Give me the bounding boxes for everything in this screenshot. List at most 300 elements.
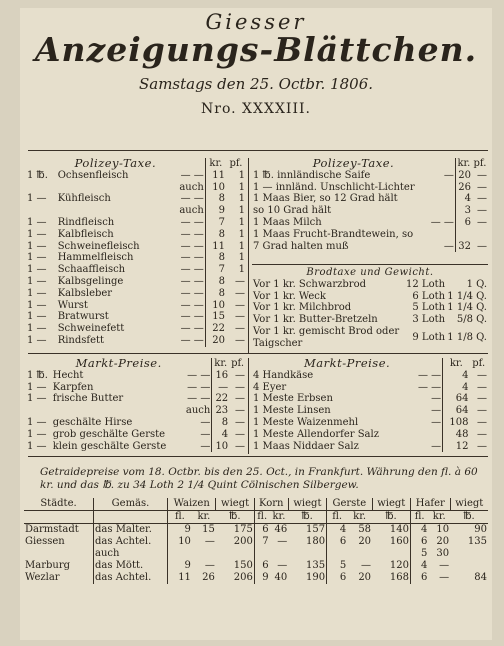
section-title: Markt-Preise.	[75, 356, 162, 370]
grain-value: 6	[254, 524, 269, 537]
dash	[428, 205, 456, 217]
price-pf: 1	[238, 264, 245, 276]
table-row	[26, 241, 246, 253]
item: Bratwurst	[57, 311, 109, 323]
subheader-row	[24, 511, 488, 524]
table-row	[26, 405, 246, 417]
grain-value: —	[361, 560, 372, 571]
unit-header: fl.	[327, 511, 348, 524]
masthead	[20, 10, 492, 117]
item: Kalbsgelinge	[57, 275, 124, 287]
price-pf: —	[477, 205, 487, 217]
grain-value: 20	[436, 536, 450, 547]
price-kr: 23	[212, 405, 229, 417]
price-pf: —	[477, 440, 487, 452]
divider	[28, 150, 488, 151]
dash: — —	[187, 393, 211, 405]
section-title: Polizey-Taxe.	[74, 156, 157, 170]
divider	[252, 264, 488, 265]
grain-value: 120	[389, 560, 409, 571]
price-pf: —	[477, 428, 487, 440]
price-kr: 8	[205, 229, 226, 241]
table-row	[252, 217, 488, 229]
city	[24, 548, 94, 560]
bread-weight: 5 Loth	[412, 302, 446, 314]
column-header: wiegt	[288, 498, 326, 511]
column-header: Korn	[254, 498, 288, 511]
table-row	[26, 441, 246, 453]
grain-value	[347, 548, 372, 560]
table-row	[252, 393, 488, 405]
price-kr: 10	[205, 182, 226, 194]
qty: 1 —	[27, 428, 47, 440]
price-kr: 7	[205, 217, 226, 229]
price-kr: 4	[443, 382, 470, 394]
masthead-title: Anzeigungs-Blättchen.	[34, 30, 478, 69]
table-row	[26, 382, 246, 394]
dash: auch	[179, 181, 204, 193]
table-row	[24, 524, 488, 537]
dash	[428, 229, 456, 241]
dash: — —	[180, 287, 204, 299]
bread-weight: 6 Loth	[412, 290, 446, 302]
bread-item: Vor 1 kr. Schwarzbrod	[253, 278, 366, 290]
grain-value	[167, 548, 191, 560]
divider	[28, 353, 488, 354]
grain-value: —	[204, 536, 215, 547]
unit-header: fl.	[410, 511, 428, 524]
table-row	[26, 276, 246, 288]
table-row	[26, 323, 246, 335]
header-row	[24, 498, 488, 511]
grain-value: 4	[410, 524, 428, 537]
price-kr: 48	[443, 429, 470, 441]
price-kr: 4	[443, 370, 470, 382]
grain-value	[288, 548, 326, 560]
price-kr: 11	[205, 241, 226, 253]
item: 1 Meste Allendorfer Salz	[253, 428, 379, 440]
price-pf: —	[235, 405, 245, 417]
price-pf: —	[235, 334, 245, 346]
unit-header: kr.	[428, 511, 450, 524]
grain-value: 11	[167, 572, 191, 584]
qty: 1 —	[27, 393, 47, 405]
price-kr: 10	[205, 300, 226, 312]
item: Rindsfett	[57, 334, 105, 346]
qty: 1 —	[27, 299, 47, 311]
item: 1 Meste Erbsen	[253, 393, 333, 405]
table-row	[26, 264, 246, 276]
table-row	[26, 170, 246, 182]
price-kr: 4	[212, 429, 229, 441]
grain-value: 5	[327, 560, 348, 572]
table-row	[26, 252, 246, 264]
bread-quint: 1 1/4 Q.	[447, 302, 487, 314]
price-pf: —	[235, 440, 245, 452]
grain-value: 40	[274, 572, 288, 583]
table-row	[252, 441, 488, 453]
grain-value: 4	[410, 560, 428, 572]
grain-value: 84	[474, 572, 487, 583]
item: 1 Maas Frucht-Brandtewein, so	[253, 228, 414, 240]
bread-item: Vor 1 kr. gemischt Brod oder Taigscher	[253, 325, 400, 349]
grain-value: —	[277, 536, 288, 547]
price-pf: 1	[238, 181, 245, 193]
item	[57, 205, 169, 217]
item: Kühfleisch	[57, 193, 111, 205]
table-row	[26, 393, 246, 405]
bread-weight: 9 Loth	[412, 331, 446, 343]
grain-value	[270, 548, 289, 560]
price-kr: 6	[455, 217, 472, 229]
item: Kalbfleisch	[57, 228, 114, 240]
dash: —	[200, 416, 211, 428]
dash	[428, 193, 456, 205]
col-pf: pf.	[472, 358, 486, 369]
bread-quint: 1 1/4 Q.	[447, 290, 487, 302]
measure: auch	[94, 548, 168, 560]
table-row	[26, 429, 246, 441]
price-pf: 1	[238, 240, 245, 252]
price-pf: 1	[238, 205, 245, 217]
dash: — —	[180, 193, 204, 205]
price-pf: —	[235, 275, 245, 287]
dash: —	[431, 393, 442, 405]
unit-header: ℔.	[450, 511, 488, 524]
column-divider	[248, 358, 249, 454]
dash	[428, 182, 456, 194]
dash: —	[431, 440, 442, 452]
qty	[26, 205, 57, 217]
unit-header: ℔.	[216, 511, 254, 524]
qty: 1 —	[27, 287, 47, 299]
dash: — —	[187, 381, 211, 393]
price-kr: 26	[455, 182, 472, 194]
bread-item: Vor 1 kr. Butter-Bretzeln	[253, 314, 378, 326]
qty	[26, 182, 57, 194]
unit-header: kr.	[192, 511, 216, 524]
qty: 1 —	[27, 323, 47, 335]
grain-value: 6	[327, 572, 348, 584]
grain-value: 6	[410, 572, 428, 584]
price-kr: 10	[212, 441, 229, 453]
item: 1 — innländ. Unschlicht-Lichter	[253, 181, 415, 193]
item: Wurst	[57, 299, 88, 311]
price-pf: 1	[238, 193, 245, 205]
price-kr: 20	[455, 170, 472, 182]
qty: 1 —	[27, 228, 47, 240]
table-row	[252, 170, 488, 182]
price-pf: —	[235, 369, 245, 381]
city: Darmstadt	[25, 524, 79, 535]
city: Wezlar	[25, 572, 60, 583]
table-row	[252, 279, 488, 291]
dash: — —	[417, 369, 442, 381]
grain-value: 26	[202, 572, 215, 583]
grain-value: 175	[233, 524, 253, 535]
price-pf: —	[477, 381, 487, 393]
newspaper-page	[20, 8, 492, 640]
price-pf: —	[235, 311, 245, 323]
price-pf: —	[235, 299, 245, 311]
table-row	[252, 229, 488, 241]
dash: — —	[180, 228, 204, 240]
bread-tax	[252, 264, 488, 350]
item: 4 Eyer	[253, 381, 287, 393]
table-row	[26, 417, 246, 429]
qty: 1 —	[27, 252, 47, 264]
dash: — —	[430, 216, 454, 228]
grain-value	[450, 560, 488, 572]
dash: —	[443, 169, 454, 181]
price-kr: 16	[212, 370, 229, 382]
city: Marburg	[25, 560, 71, 571]
price-kr: 9	[205, 205, 226, 217]
grain-value: 58	[358, 524, 372, 535]
dash: — —	[180, 169, 204, 181]
issue-date: Samstags den 25. Octbr. 1806.	[138, 75, 374, 93]
grain-value: 206	[233, 572, 253, 583]
grain-value: 135	[306, 560, 326, 571]
grain-value: 150	[233, 560, 253, 571]
grain-value: 190	[306, 572, 326, 583]
police-tax-right	[252, 158, 488, 252]
price-kr: 64	[443, 393, 470, 405]
grain-value: —	[204, 560, 215, 571]
col-kr: kr.	[443, 358, 470, 370]
item	[57, 182, 169, 194]
qty: 1 —	[27, 240, 47, 252]
dash: — —	[180, 252, 204, 264]
column-header: wiegt	[372, 498, 410, 511]
item: 1 Maas Bier, so 12 Grad hält	[253, 193, 398, 205]
table-row	[26, 193, 246, 205]
price-pf: —	[477, 369, 487, 381]
price-pf: —	[477, 405, 487, 417]
price-pf: —	[235, 287, 245, 299]
grain-value: 20	[358, 572, 372, 583]
item: 4 Handkäse	[253, 369, 314, 381]
grain-value: 6	[410, 536, 428, 548]
item: Schweinefleisch	[57, 240, 140, 252]
price-pf: 1	[238, 216, 245, 228]
table-row	[24, 548, 488, 560]
grain-value: 10	[167, 536, 191, 548]
bread-weight: 12 Loth	[406, 278, 446, 290]
grain-prices-table	[24, 498, 488, 584]
column-divider	[248, 158, 249, 354]
dash: auch	[179, 205, 204, 217]
spacer	[94, 511, 168, 524]
qty: 1 —	[27, 275, 47, 287]
grain-value: 168	[389, 572, 409, 583]
bread-item: Vor 1 kr. Milchbrod	[253, 302, 352, 314]
table-row	[252, 417, 488, 429]
bread-item: Vor 1 kr. Weck	[253, 290, 326, 302]
item: 7 Grad halten muß	[253, 240, 349, 252]
table-row	[26, 370, 246, 382]
item: klein geschälte Gerste	[52, 440, 167, 452]
qty: 1 —	[27, 334, 47, 346]
price-pf: —	[235, 393, 245, 405]
price-pf: 1	[238, 252, 245, 264]
table-row	[26, 229, 246, 241]
col-pf: pf.	[231, 358, 245, 369]
unit-header: fl.	[254, 511, 269, 524]
qty: 1 —	[27, 264, 47, 276]
qty: 1 ℔.	[27, 169, 48, 181]
grain-value: 46	[274, 524, 288, 535]
grain-value: 5	[410, 548, 428, 560]
price-kr: 7	[205, 264, 226, 276]
table-row	[24, 572, 488, 584]
table-row	[252, 429, 488, 441]
price-kr: 12	[443, 441, 470, 453]
market-prices-left	[26, 358, 246, 452]
qty: 1 ℔.	[27, 369, 48, 381]
price-pf: —	[477, 393, 487, 405]
measure: das Mött.	[94, 560, 168, 572]
column-header: wiegt	[216, 498, 254, 511]
col-kr: kr.	[455, 158, 472, 170]
col-kr: kr.	[205, 158, 226, 170]
item: Rindfleisch	[57, 216, 115, 228]
dash: — —	[180, 311, 204, 323]
table-row	[252, 291, 488, 303]
grain-value: 9	[167, 560, 191, 572]
dash: — —	[417, 381, 442, 393]
price-pf: —	[477, 181, 487, 193]
price-pf: —	[235, 381, 245, 393]
column-header: wiegt	[450, 498, 488, 511]
dash: —	[431, 405, 442, 417]
dash: — —	[180, 299, 204, 311]
qty: 1 —	[27, 216, 47, 228]
dash: —	[443, 240, 454, 252]
grain-value: 157	[306, 524, 326, 535]
grain-value	[254, 548, 269, 560]
grain-value: —	[277, 560, 288, 571]
table-row	[26, 205, 246, 217]
column-header: Städte.	[24, 498, 94, 511]
column-header: Gerste	[327, 498, 372, 511]
price-kr: 8	[205, 193, 226, 205]
grain-value: 9	[167, 524, 191, 537]
grain-value: 135	[467, 536, 487, 547]
bread-quint: 1 1/8 Q.	[447, 331, 487, 343]
price-pf: —	[477, 416, 487, 428]
table-row	[26, 182, 246, 194]
table-row	[26, 288, 246, 300]
col-pf: pf.	[229, 158, 243, 169]
grain-value: 4	[327, 524, 348, 537]
section-title: Brodtaxe und Gewicht.	[306, 267, 434, 278]
table-row	[252, 302, 488, 314]
price-kr: 8	[205, 288, 226, 300]
price-kr: 108	[443, 417, 470, 429]
price-kr	[455, 229, 472, 241]
qty: 1 —	[27, 440, 47, 452]
col-kr: kr.	[212, 358, 229, 370]
price-pf	[472, 229, 488, 241]
grain-value: 6	[254, 560, 269, 572]
qty: 1 —	[27, 416, 47, 428]
price-pf: —	[235, 428, 245, 440]
item: Hammelfleisch	[57, 252, 134, 264]
item: 1 ℔. innländische Saife	[253, 169, 371, 181]
price-kr: 20	[205, 335, 226, 347]
price-pf: 1	[238, 169, 245, 181]
item: Ochsenfleisch	[57, 169, 129, 181]
item: 1 Maas Niddaer Salz	[253, 440, 359, 452]
item: 1 Meste Waizenmehl	[253, 416, 359, 428]
grain-value: —	[439, 572, 450, 583]
measure: das Achtel.	[94, 572, 168, 584]
grain-value: 10	[436, 524, 450, 535]
table-row	[26, 335, 246, 347]
grain-value: 160	[389, 536, 409, 547]
spacer	[24, 511, 94, 524]
item	[52, 405, 182, 417]
table-row	[252, 405, 488, 417]
grain-value: 200	[233, 536, 253, 547]
table-row	[26, 217, 246, 229]
grain-value	[192, 548, 216, 560]
grain-value: 180	[306, 536, 326, 547]
grain-value	[450, 548, 488, 560]
table-row	[26, 311, 246, 323]
price-kr: 22	[205, 323, 226, 335]
table-row	[252, 326, 488, 350]
bread-weight: 3 Loth	[412, 314, 446, 326]
unit-header: kr.	[347, 511, 372, 524]
col-pf: pf.	[473, 158, 487, 169]
dash: —	[200, 440, 211, 452]
item: geschälte Hirse	[52, 416, 133, 428]
qty: 1 —	[27, 381, 47, 393]
price-pf: —	[235, 323, 245, 335]
masthead-line1: Giesser	[205, 10, 307, 34]
grain-value: 20	[358, 536, 372, 547]
item: grob geschälte Gerste	[52, 428, 166, 440]
dash: — —	[187, 369, 211, 381]
item: Schweinefett	[57, 323, 125, 335]
item: frische Butter	[52, 393, 124, 405]
bread-quint: 5/8 Q.	[456, 314, 487, 326]
table-row	[252, 382, 488, 394]
item: Kalbsleber	[57, 287, 113, 299]
item: Karpfen	[52, 381, 94, 393]
price-pf: —	[477, 169, 487, 181]
grain-value: 6	[327, 536, 348, 548]
grain-value: 7	[254, 536, 269, 548]
qty: 1 —	[27, 311, 47, 323]
section-title: Polizey-Taxe.	[312, 156, 395, 170]
price-kr: 8	[205, 276, 226, 288]
dash: —	[200, 428, 211, 440]
price-kr: 8	[205, 252, 226, 264]
table-row	[252, 205, 488, 217]
table-row	[24, 560, 488, 572]
dash: auch	[185, 405, 211, 417]
grain-value	[327, 548, 348, 560]
section-title: Markt-Preise.	[303, 356, 391, 370]
table-row	[252, 370, 488, 382]
grain-value	[372, 548, 410, 560]
table-row	[252, 182, 488, 194]
table-row	[252, 193, 488, 205]
item: 1 Meste Linsen	[253, 405, 331, 417]
